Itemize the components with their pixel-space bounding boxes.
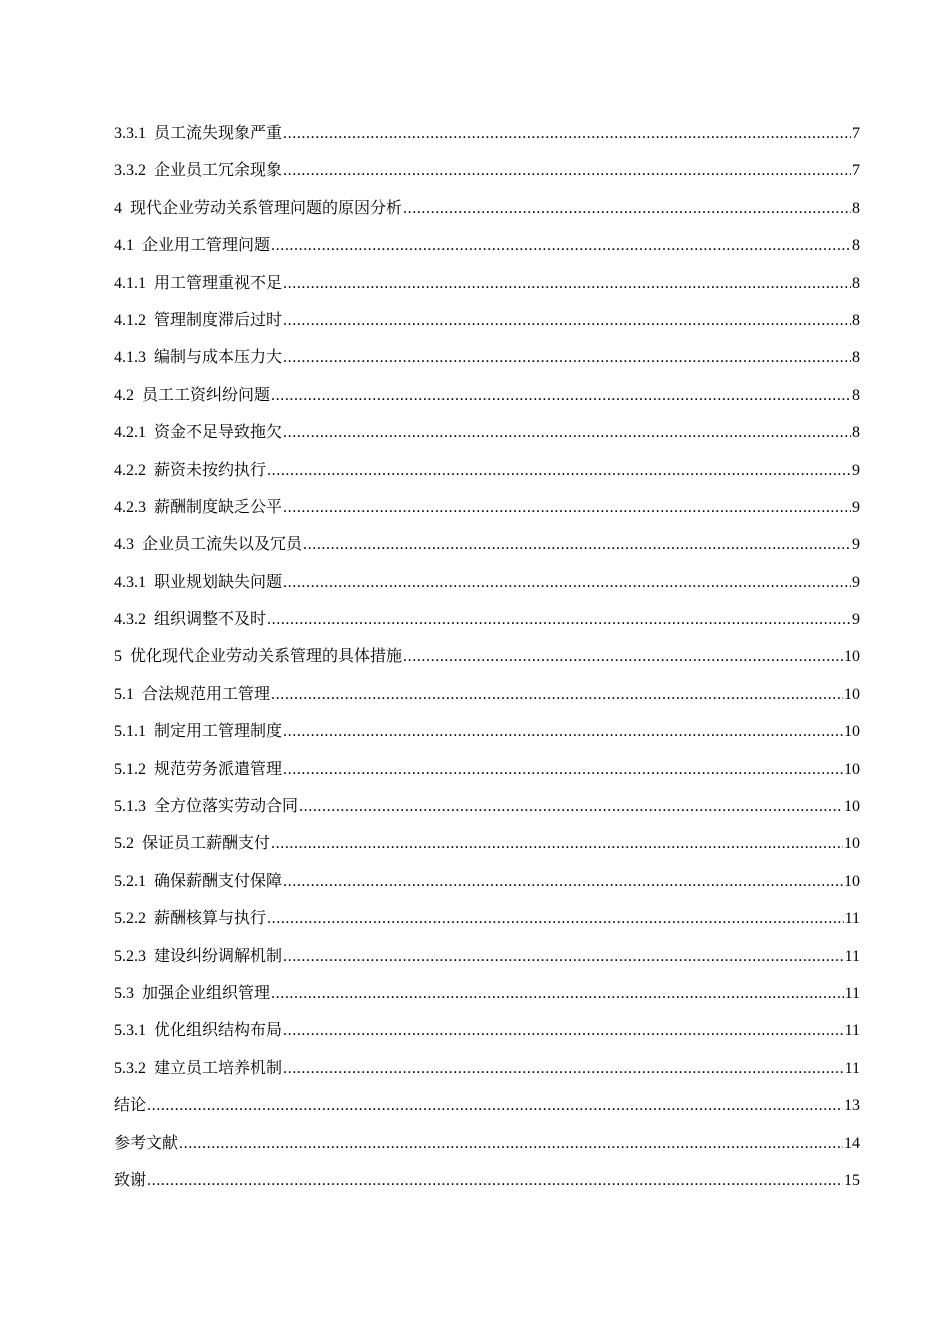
toc-entry-number: 5.2 [114, 835, 134, 853]
toc-dot-leader [271, 227, 851, 264]
toc-entry-page-number: 13 [844, 1097, 860, 1115]
toc-entry-page-number: 9 [852, 498, 860, 516]
toc-entry[interactable] [114, 339, 860, 376]
toc-entry[interactable] [114, 938, 860, 975]
toc-entry[interactable] [114, 526, 860, 563]
toc-entry[interactable] [114, 1012, 860, 1049]
toc-dot-leader [271, 975, 844, 1012]
toc-entry[interactable] [114, 265, 860, 302]
toc-entry-page-number: 10 [844, 648, 860, 666]
toc-entry[interactable] [114, 900, 860, 937]
toc-entry-title: 全方位落实劳动合同 [154, 798, 299, 816]
toc-entry-number: 5.2.1 [114, 872, 146, 890]
toc-entry-title: 确保薪酬支付保障 [154, 872, 283, 890]
toc-dot-leader [283, 938, 844, 975]
toc-dot-leader [283, 1012, 844, 1049]
toc-dot-leader [179, 1125, 843, 1162]
toc-entry-title: 规范劳务派遣管理 [154, 760, 283, 778]
toc-entry-page-number: 10 [844, 798, 860, 816]
toc-dot-leader [283, 1050, 844, 1087]
toc-dot-leader [271, 676, 843, 713]
toc-entry[interactable] [114, 863, 860, 900]
toc-dot-leader [267, 601, 851, 638]
toc-dot-leader [283, 863, 843, 900]
toc-entry-number: 5.3 [114, 984, 134, 1002]
toc-entry[interactable] [114, 638, 860, 675]
toc-entry-number: 5.3.1 [114, 1022, 146, 1040]
toc-entry-number: 5.2.2 [114, 910, 146, 928]
toc-entry-number: 4.2.2 [114, 461, 146, 479]
toc-dot-leader [283, 115, 851, 152]
toc-entry-page-number: 11 [844, 1022, 860, 1040]
toc-dot-leader [283, 414, 851, 451]
toc-entry-page-number: 10 [844, 723, 860, 741]
toc-entry-title: 薪酬核算与执行 [154, 910, 267, 928]
toc-entry-title: 用工管理重视不足 [154, 274, 283, 292]
toc-dot-leader [283, 302, 851, 339]
toc-entry-number: 3.3.1 [114, 125, 146, 142]
toc-dot-leader [303, 526, 851, 563]
toc-dot-leader [267, 900, 844, 937]
toc-entry-title: 企业用工管理问题 [142, 237, 271, 255]
toc-entry-number: 5 [114, 648, 122, 666]
toc-entry-title: 员工流失现象严重 [154, 125, 283, 142]
toc-entry[interactable] [114, 414, 860, 451]
toc-dot-leader [283, 564, 851, 601]
toc-entry[interactable] [114, 1125, 860, 1162]
toc-entry[interactable] [114, 975, 860, 1012]
toc-entry-page-number: 8 [852, 349, 860, 367]
toc-entry-number: 4.1.1 [114, 274, 146, 292]
toc-entry-number: 5.2.3 [114, 947, 146, 965]
toc-entry[interactable] [114, 377, 860, 414]
toc-entry[interactable] [114, 564, 860, 601]
toc-entry[interactable] [114, 115, 860, 152]
toc-entry-title: 组织调整不及时 [154, 611, 267, 629]
toc-entry-number: 4.1.3 [114, 349, 146, 367]
toc-dot-leader [283, 339, 851, 376]
table-of-contents [114, 115, 860, 1199]
toc-entry-page-number: 8 [852, 311, 860, 329]
toc-entry-page-number: 9 [852, 461, 860, 479]
toc-entry-page-number: 9 [852, 536, 860, 554]
toc-entry-title: 薪酬制度缺乏公平 [154, 498, 283, 516]
toc-entry-page-number: 11 [844, 910, 860, 928]
toc-entry-page-number: 11 [844, 1059, 860, 1077]
toc-entry-title: 加强企业组织管理 [142, 984, 271, 1002]
toc-entry-page-number: 11 [844, 947, 860, 965]
toc-entry[interactable] [114, 1162, 860, 1199]
toc-entry-page-number: 9 [852, 611, 860, 629]
toc-entry-page-number: 8 [852, 199, 860, 217]
toc-entry[interactable] [114, 452, 860, 489]
toc-entry-page-number: 7 [852, 162, 860, 180]
toc-entry-title: 致谢 [114, 1171, 147, 1189]
toc-entry-number: 5.1.1 [114, 723, 146, 741]
toc-entry-title: 薪资未按约执行 [154, 461, 267, 479]
toc-entry-title: 管理制度滞后过时 [154, 311, 283, 329]
toc-entry-title: 合法规范用工管理 [142, 685, 271, 703]
toc-entry-number: 4.2.3 [114, 498, 146, 516]
toc-entry-title: 结论 [114, 1097, 147, 1115]
toc-dot-leader [147, 1087, 843, 1124]
toc-entry-title: 建设纠纷调解机制 [154, 947, 283, 965]
toc-entry-number: 5.1.2 [114, 760, 146, 778]
toc-entry-page-number: 7 [852, 125, 860, 142]
toc-entry[interactable] [114, 713, 860, 750]
toc-entry-number: 4 [114, 199, 122, 217]
toc-entry-page-number: 10 [844, 872, 860, 890]
toc-dot-leader [147, 1162, 843, 1199]
toc-entry-title: 建立员工培养机制 [154, 1059, 283, 1077]
toc-entry-page-number: 8 [852, 386, 860, 404]
toc-entry-number: 4.2 [114, 386, 134, 404]
toc-entry-title: 保证员工薪酬支付 [142, 835, 271, 853]
toc-entry-title: 员工工资纠纷问题 [142, 386, 271, 404]
toc-entry-title: 编制与成本压力大 [154, 349, 283, 367]
toc-entry-title: 优化现代企业劳动关系管理的具体措施 [130, 648, 403, 666]
toc-entry-title: 资金不足导致拖欠 [154, 424, 283, 442]
toc-dot-leader [283, 152, 851, 189]
toc-entry[interactable] [114, 227, 860, 264]
toc-dot-leader [283, 265, 851, 302]
toc-entry-page-number: 8 [852, 237, 860, 255]
toc-entry-page-number: 11 [844, 984, 860, 1002]
toc-entry-number: 4.3.1 [114, 573, 146, 591]
toc-entry-number: 4.3 [114, 536, 134, 554]
toc-entry-number: 3.3.2 [114, 162, 146, 180]
toc-dot-leader [403, 190, 851, 227]
toc-entry[interactable] [114, 190, 860, 227]
toc-dot-leader [267, 452, 851, 489]
toc-entry-page-number: 9 [852, 573, 860, 591]
toc-dot-leader [403, 638, 843, 675]
toc-entry-number: 5.3.2 [114, 1059, 146, 1077]
toc-entry[interactable] [114, 1050, 860, 1087]
toc-entry-number: 5.1.3 [114, 798, 146, 816]
toc-entry-number: 4.1.2 [114, 311, 146, 329]
toc-entry-title: 参考文献 [114, 1134, 179, 1152]
toc-entry-title: 现代企业劳动关系管理问题的原因分析 [130, 199, 403, 217]
toc-entry-title: 优化组织结构布局 [154, 1022, 283, 1040]
toc-entry[interactable] [114, 751, 860, 788]
toc-entry-title: 职业规划缺失问题 [154, 573, 283, 591]
toc-entry[interactable] [114, 302, 860, 339]
toc-entry-number: 4.3.2 [114, 611, 146, 629]
toc-entry-number: 5.1 [114, 685, 134, 703]
toc-entry-page-number: 8 [852, 274, 860, 292]
toc-dot-leader [271, 825, 843, 862]
toc-entry-page-number: 14 [844, 1134, 860, 1152]
toc-entry-page-number: 8 [852, 424, 860, 442]
toc-entry-page-number: 10 [844, 685, 860, 703]
toc-entry-number: 4.2.1 [114, 424, 146, 442]
toc-entry[interactable] [114, 601, 860, 638]
toc-entry-page-number: 15 [844, 1171, 860, 1189]
toc-entry[interactable] [114, 825, 860, 862]
toc-entry[interactable] [114, 676, 860, 713]
toc-dot-leader [299, 788, 843, 825]
toc-dot-leader [271, 377, 851, 414]
toc-dot-leader [283, 713, 843, 750]
toc-entry[interactable] [114, 788, 860, 825]
toc-entry-page-number: 10 [844, 760, 860, 778]
toc-entry-page-number: 10 [844, 835, 860, 853]
toc-entry[interactable] [114, 1087, 860, 1124]
toc-dot-leader [283, 751, 843, 788]
toc-entry-title: 企业员工流失以及冗员 [142, 536, 303, 554]
toc-entry[interactable] [114, 152, 860, 189]
toc-entry-title: 企业员工冗余现象 [154, 162, 283, 180]
toc-entry-number: 4.1 [114, 237, 134, 255]
toc-entry-title: 制定用工管理制度 [154, 723, 283, 741]
toc-entry[interactable] [114, 489, 860, 526]
toc-dot-leader [283, 489, 851, 526]
